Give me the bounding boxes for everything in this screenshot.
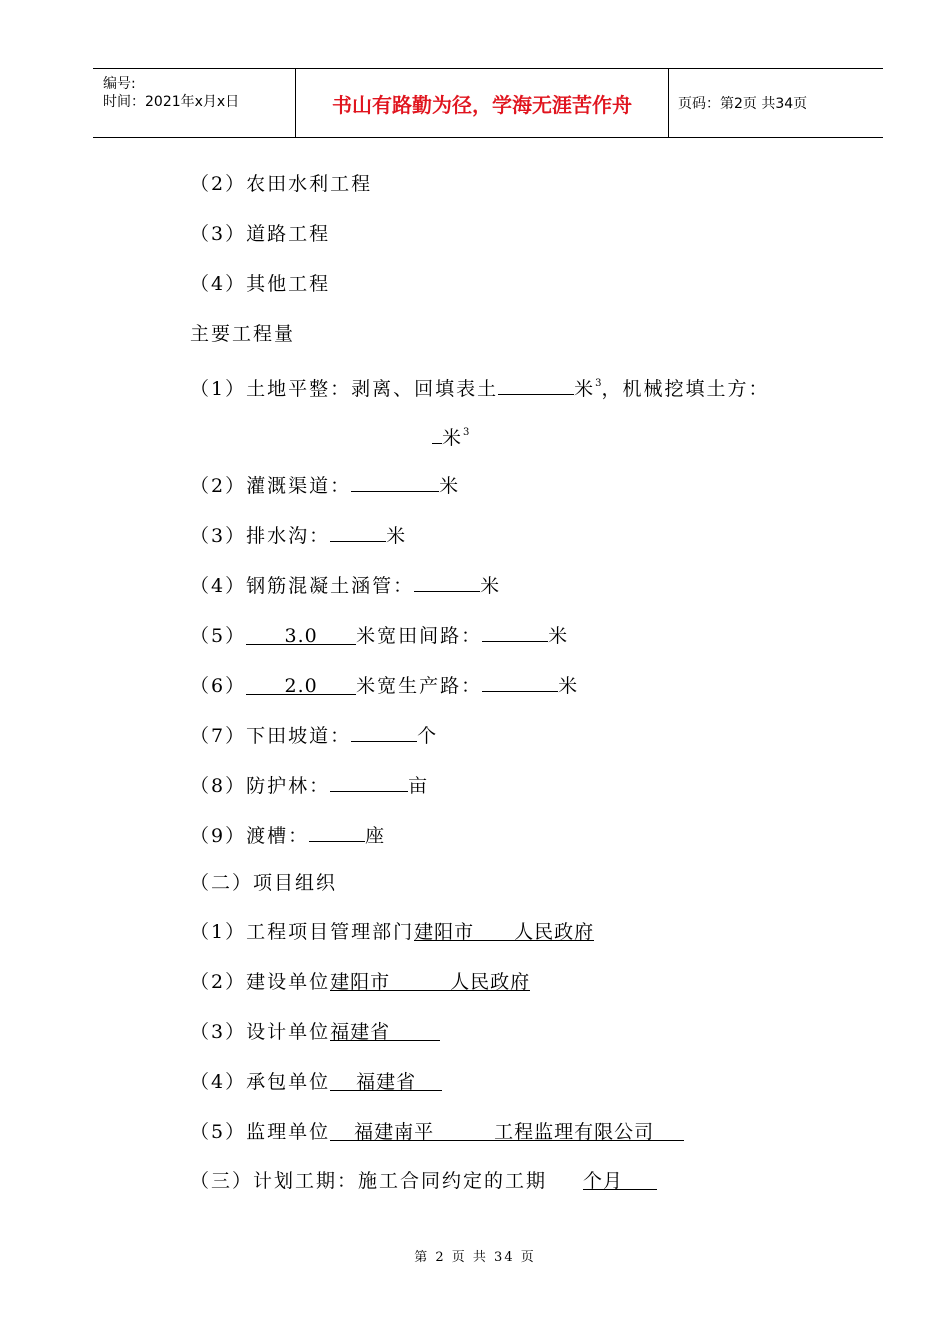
time-label: 时间：2021年x月x日 [103, 94, 240, 110]
line-construction-unit [190, 970, 530, 994]
supervisor-label: （5）监理单位 [190, 1121, 331, 1143]
unit-cubic: 3 [463, 427, 470, 438]
management-dept-value: 建阳市 人民政府 [414, 921, 595, 943]
production-road-blank [482, 671, 558, 692]
page-footer: 第 2 页 共 34 页 [414, 1250, 536, 1265]
line-design-unit [190, 1020, 440, 1044]
production-road-width: 2.0 [246, 674, 356, 695]
line-road-works: （3）道路工程 [190, 223, 331, 245]
page-info-text: 页码：第2页 共34页 [678, 96, 808, 112]
line-contractor [190, 1070, 442, 1094]
unit-seat: 座 [365, 825, 387, 847]
design-unit-value: 福建省 [330, 1020, 440, 1041]
drainage-label: （3）排水沟： [190, 525, 331, 547]
item-number: （6） [190, 675, 247, 697]
unit-cubic: 3 [595, 378, 602, 389]
line-field-road [190, 621, 569, 648]
line-ramp [190, 721, 438, 748]
contractor-value: 福建省 [330, 1070, 442, 1091]
line-project-organization: （二）项目组织 [190, 872, 338, 894]
unit-meter: 米 [439, 475, 461, 497]
management-dept-label: （1）工程项目管理部门 [190, 921, 415, 943]
line-aqueduct [190, 821, 386, 848]
line-drainage-ditch [190, 521, 407, 548]
line-land-leveling [190, 372, 770, 401]
machine-fill-label: ，机械挖填土方： [601, 378, 770, 400]
unit-mu: 亩 [408, 775, 430, 797]
unit-count: 个 [417, 725, 439, 747]
number-label: 编号: [103, 76, 136, 92]
irrigation-label: （2）灌溉渠道： [190, 475, 352, 497]
header-motto: 书山有路勤为径，学海无涯苦作舟 [295, 69, 669, 137]
shelterbelt-label: （8）防护林： [190, 775, 331, 797]
line-irrigation-canal [190, 471, 460, 498]
duration-value: 个月 [583, 1169, 657, 1190]
line-planned-duration [190, 1169, 657, 1193]
line-machine-fill-value [432, 421, 469, 450]
land-leveling-label: （1）土地平整：剥离、回填表土 [190, 378, 499, 400]
header-page-info [668, 69, 883, 137]
line-farmland-water: （2）农田水利工程 [190, 173, 373, 195]
supervisor-value: 福建南平 工程监理有限公司 [330, 1120, 684, 1141]
unit-meter: 米 [480, 575, 502, 597]
unit-meter: 米 [558, 675, 580, 697]
unit-meter: 米 [574, 378, 596, 400]
topsoil-blank [498, 374, 574, 395]
unit-meter: 米 [548, 625, 570, 647]
contractor-label: （4）承包单位 [190, 1071, 331, 1093]
line-other-works: （4）其他工程 [190, 273, 331, 295]
duration-label: （三）计划工期：施工合同约定的工期 [190, 1170, 548, 1192]
unit-meter: 米 [442, 427, 464, 449]
irrigation-blank [351, 471, 439, 492]
line-production-road [190, 671, 579, 698]
line-shelterbelt [190, 771, 429, 798]
construction-unit-label: （2）建设单位 [190, 971, 331, 993]
line-culvert [190, 571, 501, 598]
header-meta [93, 69, 295, 137]
aqueduct-blank [309, 821, 365, 842]
culvert-blank [414, 571, 480, 592]
ramp-label: （7）下田坡道： [190, 725, 352, 747]
field-road-label: 米宽田间路： [356, 625, 483, 647]
aqueduct-label: （9）渡槽： [190, 825, 310, 847]
unit-meter: 米 [386, 525, 408, 547]
line-management-dept [190, 920, 594, 944]
item-number: （5） [190, 625, 247, 647]
line-supervisor [190, 1120, 684, 1144]
design-unit-label: （3）设计单位 [190, 1021, 331, 1043]
drainage-blank [330, 521, 386, 542]
production-road-label: 米宽生产路： [356, 675, 483, 697]
shelterbelt-blank [330, 771, 408, 792]
ramp-blank [351, 721, 417, 742]
field-road-blank [482, 621, 548, 642]
line-main-quantities: 主要工程量 [190, 323, 296, 345]
machine-fill-blank [432, 423, 442, 444]
culvert-label: （4）钢筋混凝土涵管： [190, 575, 415, 597]
field-road-width: 3.0 [246, 624, 356, 645]
page-header [93, 68, 883, 138]
construction-unit-value: 建阳市 人民政府 [330, 971, 531, 993]
